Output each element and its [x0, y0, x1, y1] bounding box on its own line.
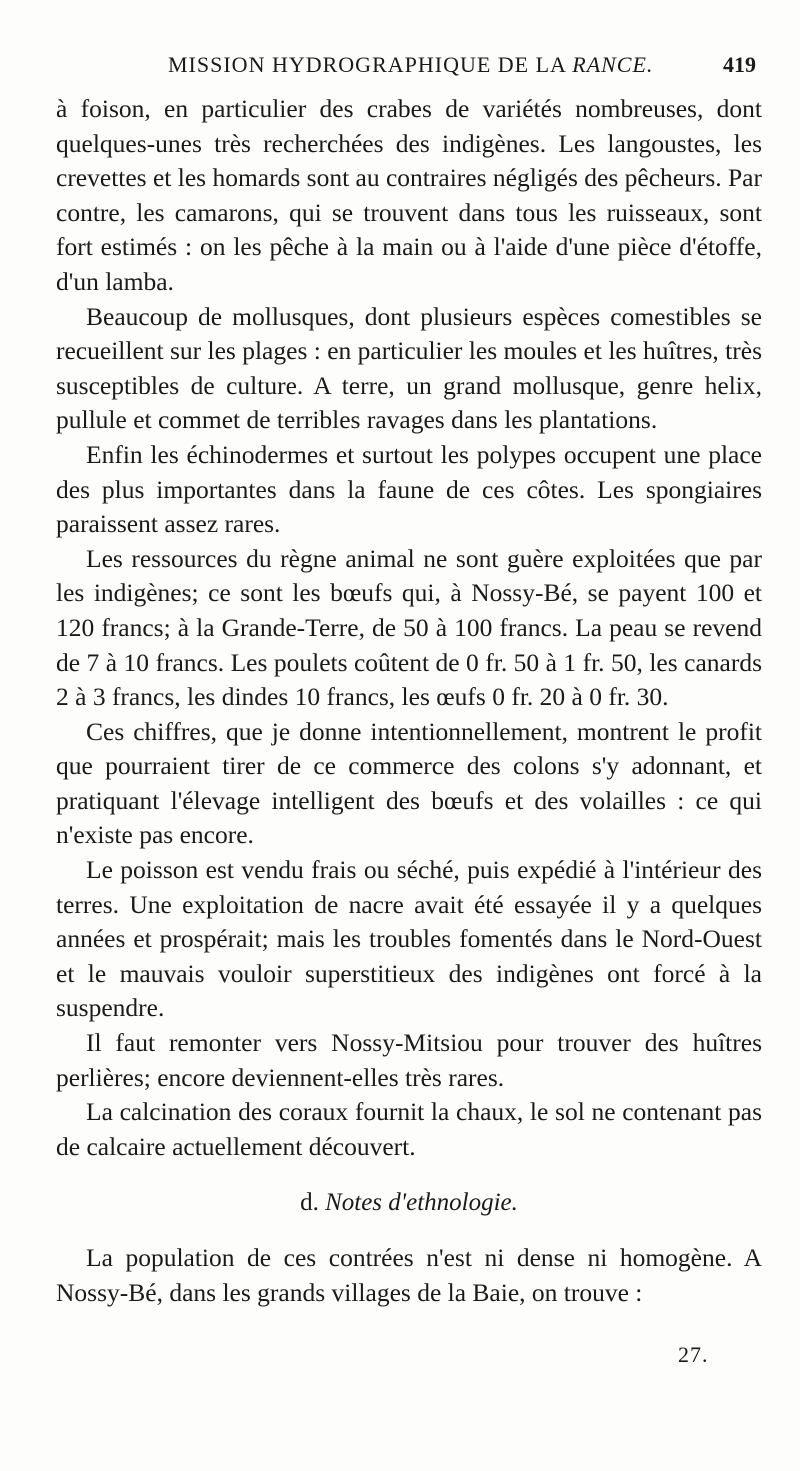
- page-number: 419: [723, 52, 756, 77]
- signature-mark: 27.: [678, 1342, 709, 1367]
- paragraph-5: Ces chiffres, que je donne intentionnellement, montrent le profit que pourraient tirer de ce commerce des colons s'y adonnant, et pratiquant l'élevage intelligent des bœufs et des volailles : ce qui n'existe pas encore.: [56, 716, 762, 850]
- paragraph-2: Beaucoup de mollusques, dont plusieurs espèces comestibles se recueillent sur les plages : en particulier les moules et les huîtres, très susceptibles de culture. A terre, un grand mollusque, genre helix, pullule et commet de terribles ravages dans les plantations.: [56, 301, 762, 435]
- paragraph-7: Il faut remonter vers Nossy-Mitsiou pour trouver des huîtres perlières; encore deviennent-elles très rares.: [56, 1028, 762, 1092]
- paragraph-6: Le poisson est vendu frais ou séché, puis expédié à l'intérieur des terres. Une exploitation de nacre avait été essayée il y a quelques années et prospérait; mais les troubles fomentés dans le Nord-Ouest et le mauvais vouloir superstitieux des indigènes ont forcé à la suspendre.: [56, 855, 762, 1023]
- running-title-italic: RANCE.: [572, 52, 654, 77]
- closing-paragraph: La population de ces contrées n'est ni dense ni homogène. A Nossy-Bé, dans les grands villages de la Baie, on trouve :: [56, 1243, 762, 1307]
- section-title: Notes d'ethnologie.: [325, 1189, 518, 1217]
- section-number: d.: [300, 1189, 319, 1217]
- body-text: [56, 92, 762, 1310]
- paragraph-3: Enfin les échinodermes et surtout les polypes occupent une place des plus importantes dans la faune de ces côtes. Les spongiaires paraissent assez rares.: [56, 439, 762, 539]
- paragraph-8: La calcination des coraux fournit la chaux, le sol ne contenant pas de calcaire actuellement découvert.: [56, 1097, 762, 1161]
- running-title: [168, 52, 653, 78]
- paragraph-1: à foison, en particulier des crabes de variétés nombreuses, dont quelques-unes très recherchées des indigènes. Les langoustes, les crevettes et les homards sont au contraires négligés des pêcheurs. Par contre, les camarons, qui se trouvent dans tous les ruisseaux, sont fort estimés : on les pêche à la main ou à l'aide d'une pièce d'étoffe, d'un lamba.: [56, 94, 762, 296]
- running-header: [56, 52, 756, 88]
- paragraph-4: Les ressources du règne animal ne sont guère exploitées que par les indigènes; ce sont les bœufs qui, à Nossy-Bé, se payent 100 et 120 francs; à la Grande-Terre, de 50 à 100 francs. La peau se revend de 7 à 10 francs. Les poulets coûtent de 0 fr. 50 à 1 fr. 50, les canards 2 à 3 francs, les dindes 10 francs, les œufs 0 fr. 20 à 0 fr. 30.: [56, 543, 762, 712]
- section-heading: [56, 1186, 762, 1221]
- running-title-prefix: MISSION HYDROGRAPHIQUE DE LA: [168, 52, 573, 77]
